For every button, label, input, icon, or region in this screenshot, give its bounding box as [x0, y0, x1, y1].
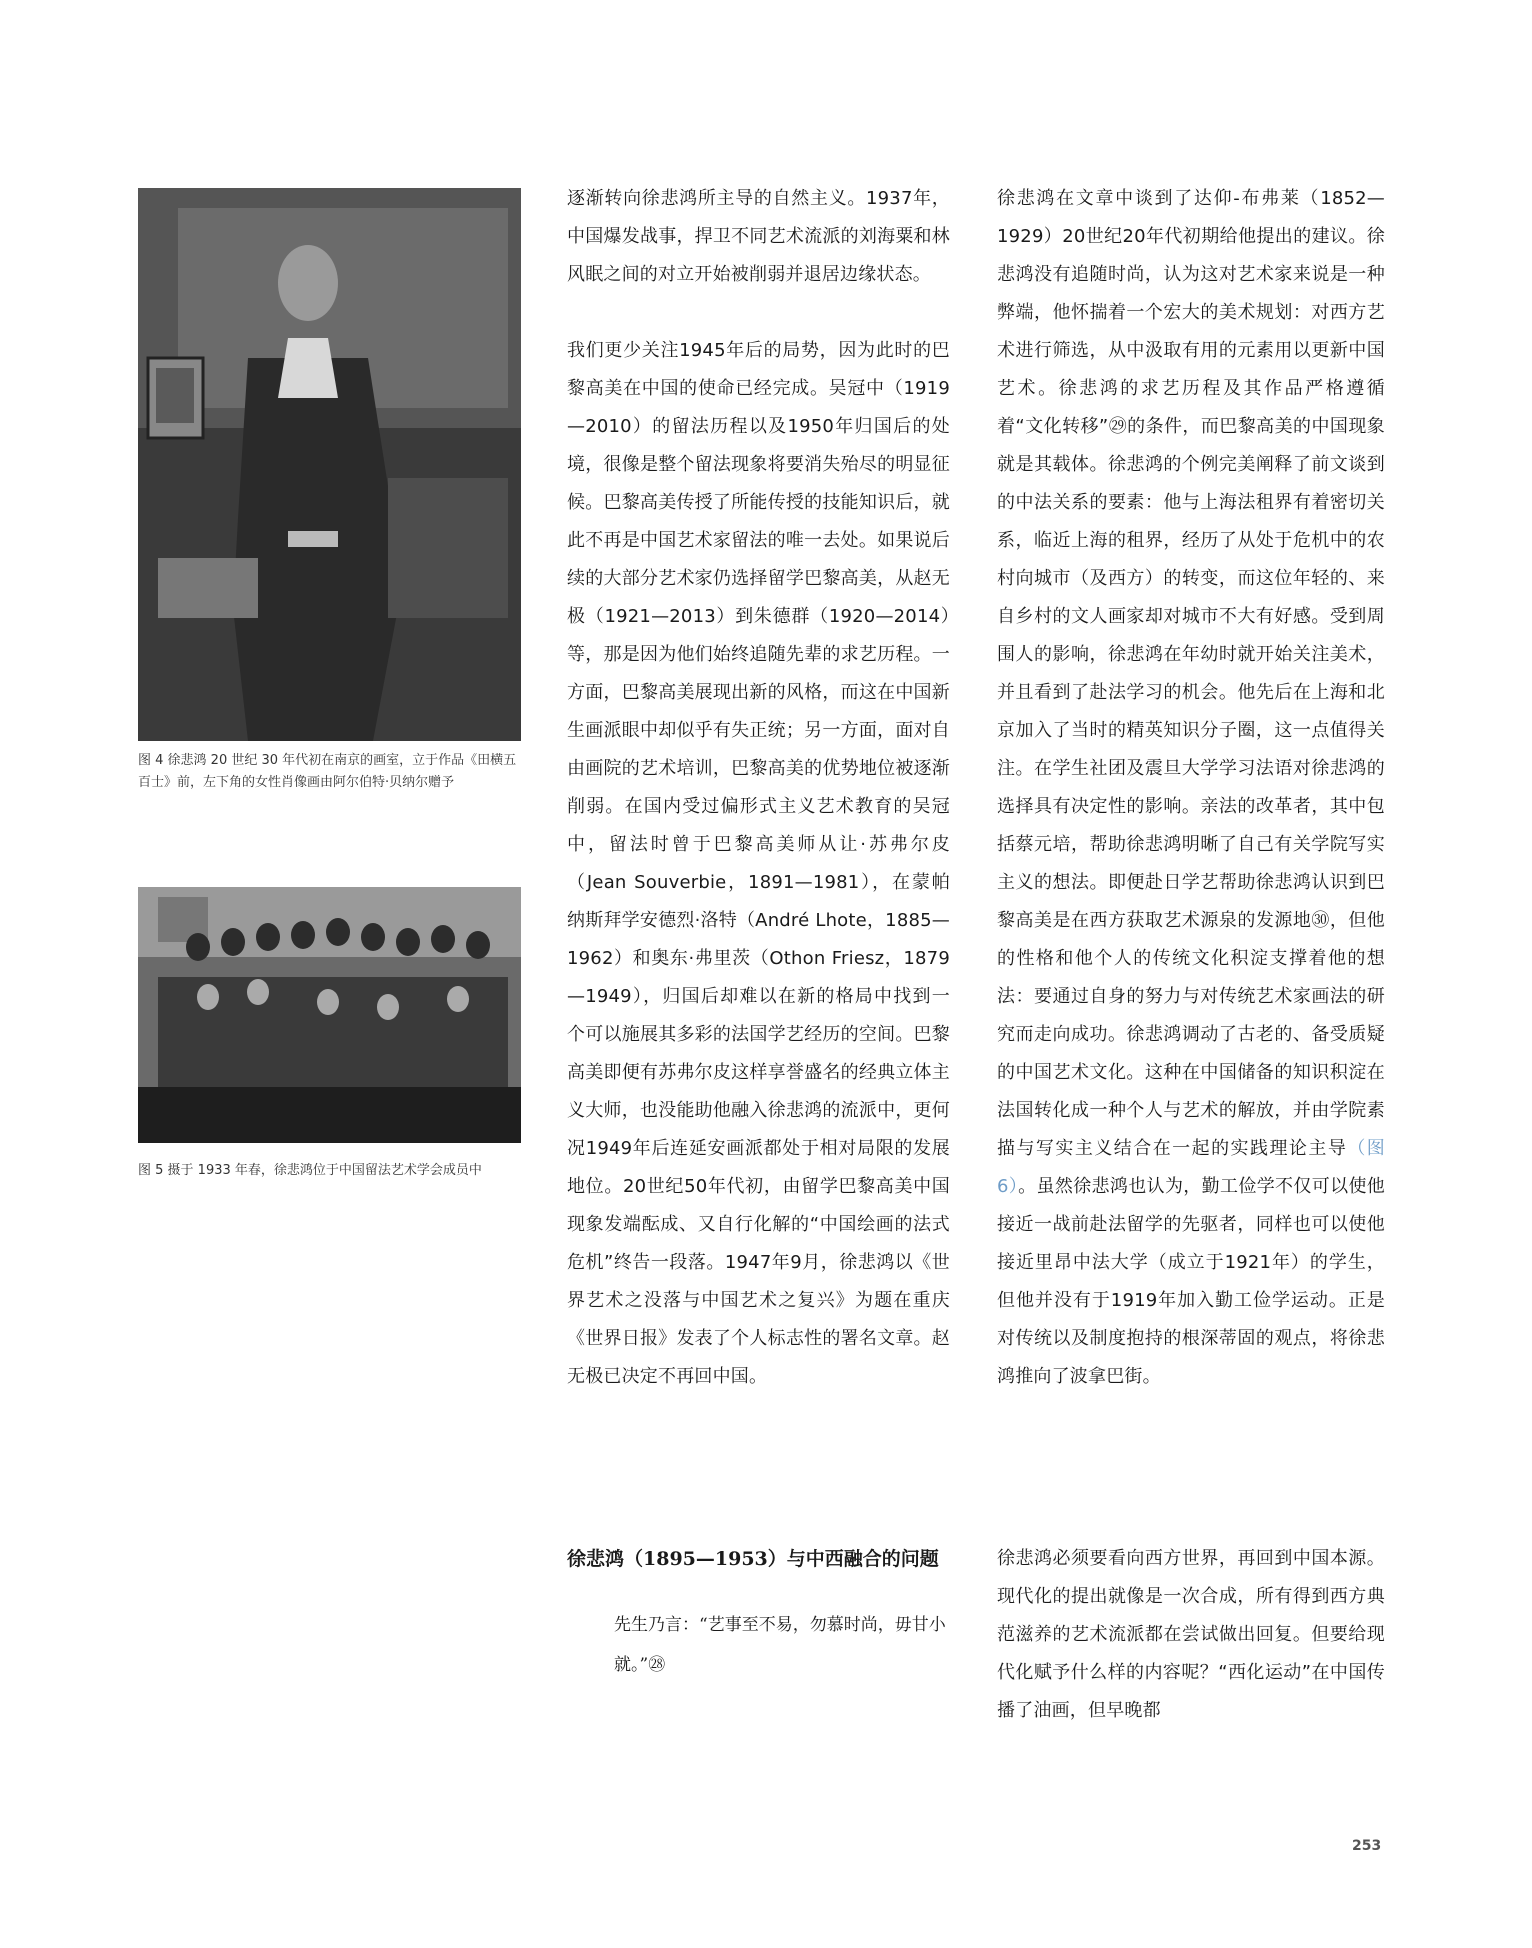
studio-photo-illustration [138, 188, 521, 741]
text-column-middle [567, 180, 950, 1396]
text-column-right-lower [997, 1540, 1385, 1730]
paragraph-text: 徐悲鸿在文章中谈到了达仰-布弗莱（1852—1929）20世纪20年代初期给他提出的建议。徐悲鸿没有追随时尚，认为这对艺术家来说是一种弊端，他怀揣着一个宏大的美术规划：对西方艺术进行筛选，从中汲取有用的元素用以更新中国艺术。徐悲鸿的求艺历程及其作品严格遵循着“文化转移”㉙的条件，而巴黎高美的中国现象就是其载体。徐悲鸿的个例完美阐释了前文谈到的中法关系的要素：他与上海法租界有着密切关系，临近上海的租界，经历了从处于危机中的农村向城市（及西方）的转变，而这位年轻的、来自乡村的文人画家却对城市不大有好感。受到周围人的影响，徐悲鸿在年幼时就开始关注美术，并且看到了赴法学习的机会。他先后在上海和北京加入了当时的精英知识分子圈，这一点值得关注。在学生社团及震旦大学学习法语对徐悲鸿的选择具有决定性的影响。亲法的改革者，其中包括蔡元培，帮助徐悲鸿明晰了自己有关学院写实主义的想法。即便赴日学艺帮助徐悲鸿认识到巴黎高美是在西方获取艺术源泉的发源地㉚，但他的性格和他个人的传统文化积淀支撑着他的想法：要通过自身的努力与对传统艺术家画法的研究而走向成功。徐悲鸿调动了古老的、备受质疑的中国艺术文化。这种在中国储备的知识积淀在法国转化成一种个人与艺术的解放，并由学院素描与写实主义结合在一起的实践理论主导 [997, 188, 1385, 1159]
page-number: 253 [1352, 1838, 1382, 1854]
photo-xu-beihong-studio [138, 188, 521, 741]
paragraph-text: 。虽然徐悲鸿也认为，勤工俭学不仅可以使他接近一战前赴法留学的先驱者，同样也可以使他接近里昂中法大学（成立于1921年）的学生，但他并没有于1919年加入勤工俭学运动。正是对传统以及制度抱持的根深蒂固的观点，将徐悲鸿推向了波拿巴街。 [997, 1176, 1385, 1387]
figure-reference: （图6） [997, 1138, 1385, 1197]
figure-5-caption: 图 5 摄于 1933 年春，徐悲鸿位于中国留法艺术学会成员中 [138, 1163, 482, 1178]
figure-4-caption: 图 4 徐悲鸿 20 世纪 30 年代初在南京的画室，立于作品《田横五百士》前，左下角的女性肖像画由阿尔伯特·贝纳尔赠予 [138, 753, 517, 790]
section-heading: 徐悲鸿（1895—1953）与中西融合的问题 [567, 1548, 939, 1570]
text-column-right [997, 180, 1385, 1396]
paragraph [997, 180, 1385, 1396]
paragraph: 我们更少关注1945年后的局势，因为此时的巴黎高美在中国的使命已经完成。吴冠中（1919—2010）的留法历程以及1950年归国后的处境，很像是整个留法现象将要消失殆尽的明显征候。巴黎高美传授了所能传授的技能知识后，就此不再是中国艺术家留法的唯一去处。如果说后续的大部分艺术家仍选择留学巴黎高美，从赵无极（1921—2013）到朱德群（1920—2014）等，那是因为他们始终追随先辈的求艺历程。一方面，巴黎高美展现出新的风格，而这在中国新生画派眼中却似乎有失正统；另一方面，面对自由画院的艺术培训，巴黎高美的优势地位被逐渐削弱。在国内受过偏形式主义艺术教育的吴冠中，留法时曾于巴黎高美师从让·苏弗尔皮（Jean Souverbie，1891—1981），在蒙帕纳斯拜学安德烈·洛特（André Lhote，1885—1962）和奥东·弗里茨（Othon Friesz，1879—1949），归国后却难以在新的格局中找到一个可以施展其多彩的法国学艺经历的空间。巴黎高美即便有苏弗尔皮这样享誉盛名的经典立体主义大师，也没能助他融入徐悲鸿的流派中，更何况1949年后连延安画派都处于相对局限的发展地位。20世纪50年代初，由留学巴黎高美中国现象发端酝成、又自行化解的“中国绘画的法式危机”终告一段落。1947年9月，徐悲鸿以《世界艺术之没落与中国艺术之复兴》为题在重庆《世界日报》发表了个人标志性的署名文章。赵无极已决定不再回中国。 [567, 340, 950, 1387]
epigraph-quote: 先生乃言：“艺事至不易，勿慕时尚，毋甘小就。”㉘ [614, 1615, 946, 1675]
photo-group-1933 [138, 887, 521, 1143]
group-photo-illustration [138, 887, 521, 1143]
paragraph: 徐悲鸿必须要看向西方世界，再回到中国本源。现代化的提出就像是一次合成，所有得到西方典范滋养的艺术流派都在尝试做出回复。但要给现代化赋予什么样的内容呢？“西化运动”在中国传播了油画，但早晚都 [997, 1548, 1385, 1721]
paragraph: 逐渐转向徐悲鸿所主导的自然主义。1937年，中国爆发战事，捍卫不同艺术流派的刘海粟和林风眠之间的对立开始被削弱并退居边缘状态。 [567, 188, 950, 285]
